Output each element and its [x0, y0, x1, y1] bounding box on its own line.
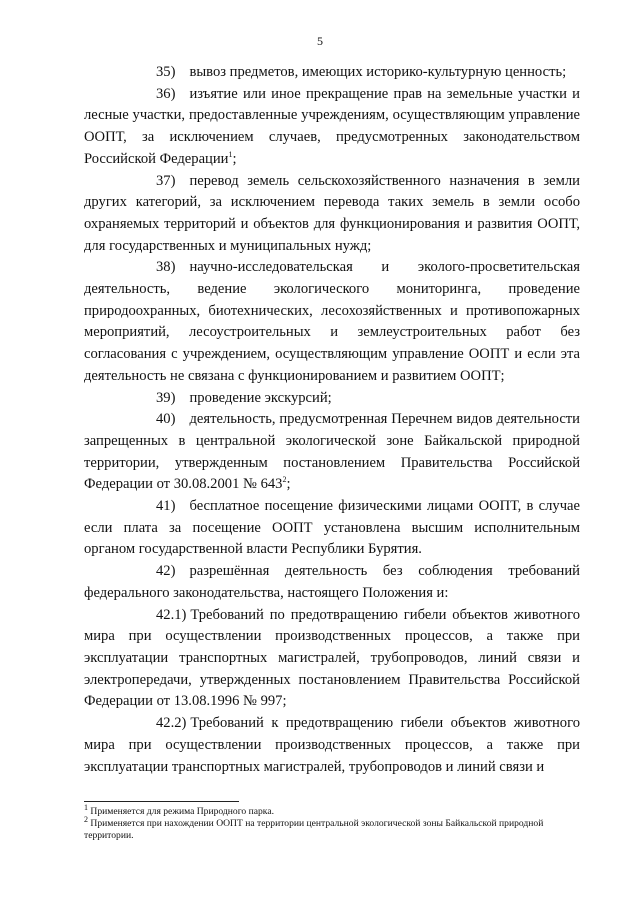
item-number: 41): [156, 498, 176, 515]
list-item-38: [84, 257, 580, 387]
list-item-42-2: [84, 713, 580, 778]
page-number: 5: [317, 34, 323, 48]
footnotes: [84, 802, 580, 842]
list-item-40: [84, 409, 580, 496]
item-text: проведение экскурсий;: [189, 389, 332, 406]
item-text: Требований по предотвращению гибели объектов животного мира при осуществлении производственных процессов, а также при эксплуатации транспортных магистралей, трубопроводов, линий связи и электропередачи, утвержденных постановлением Правительства Российской Федерации от 13.08.1996 № 997;: [84, 606, 580, 710]
item-text: изъятие или иное прекращение прав на земельные участки и лесные участки, предоставленные учреждениям, осуществляющим управление ООПТ, за исключением случаев, предусмотренных законодательством Российской Федерации: [84, 85, 580, 167]
item-text: бесплатное посещение физическими лицами ООПТ, в случае если плата за посещение ООПТ установлена высшим исполнительным органом государственной власти Республики Бурятия.: [84, 498, 580, 558]
item-number: 39): [156, 389, 176, 406]
item-text: вывоз предметов, имеющих историко-культурную ценность;: [189, 64, 567, 80]
item-text: научно-исследовательская и эколого-просветительская деятельность, ведение экологического мониторинга, проведение природоохранных, биотехнических, лесохозяйственных и противопожарных мероприятий, лесоустроительных и землеустроительных работ без согласования с учреждением, осуществляющим управление ООПТ и если эта деятельность не связана с функционированием и развитием ООПТ;: [84, 259, 580, 384]
item-tail: ;: [232, 150, 237, 167]
list-item-42: [84, 561, 580, 604]
item-text: Требований к предотвращению гибели объектов животного мира при осуществлении производственных процессов, а также при эксплуатации транспортных магистралей, трубопроводов и линий связи и: [84, 715, 580, 775]
item-number: 36): [156, 85, 176, 102]
item-number: 42.1): [156, 606, 187, 623]
footnote-text: Применяется при нахождении ООПТ на территории центральной экологической зоны Байкальской природной территории.: [84, 818, 544, 841]
list-item-36: [84, 84, 580, 171]
footnote-text: Применяется для режима Природного парка.: [90, 806, 274, 817]
item-text: деятельность, предусмотренная Перечнем видов деятельности запрещенных в центральной экологической зоне Байкальской природной территории, утвержденным постановлением Правительства Российской Федерации от 30.08.2001 № 643: [84, 411, 580, 493]
footnote-mark: 2: [84, 814, 88, 824]
item-number: 37): [156, 172, 176, 189]
list-item-35: [84, 62, 580, 84]
item-number: 42.2): [156, 715, 187, 732]
footnote-1: [84, 802, 580, 818]
footnote-ref: 1: [228, 149, 233, 159]
document-body: [84, 62, 580, 778]
footnote-2: [84, 814, 580, 842]
item-text: разрешённая деятельность без соблюдения требований федерального законодательства, настоящего Положения и:: [84, 563, 580, 601]
footnote-mark: 1: [84, 802, 88, 812]
footnote-divider: [84, 801, 239, 802]
list-item-41: [84, 496, 580, 561]
item-tail: ;: [286, 476, 291, 493]
item-text: перевод земель сельскохозяйственного назначения в земли других категорий, за исключением перевода таких земель в земли особо охраняемых территорий и объектов для функционирования и развития ООПТ, для государственных и муниципальных нужд;: [84, 172, 580, 254]
item-number: 38): [156, 259, 176, 276]
list-item-39: [84, 388, 580, 410]
list-item-37: [84, 171, 580, 258]
list-item-42-1: [84, 605, 580, 714]
item-number: 40): [156, 411, 176, 428]
footnote-ref: 2: [282, 475, 287, 485]
item-number: 42): [156, 563, 176, 580]
item-number: 35): [156, 64, 176, 80]
